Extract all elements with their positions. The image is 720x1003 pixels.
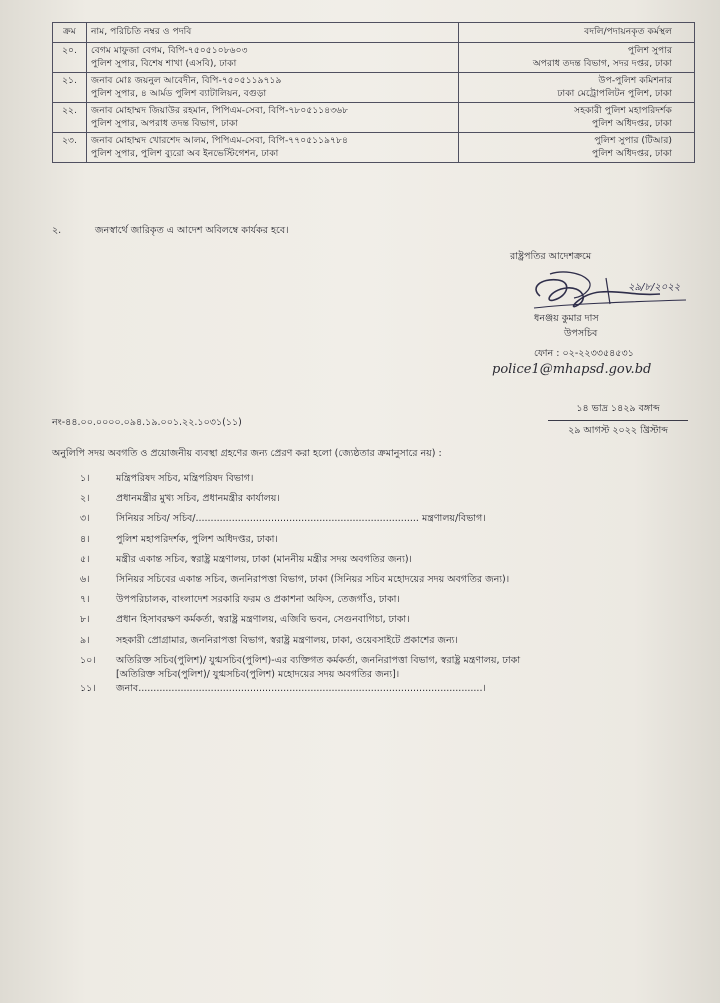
- row-name: জনাব মোহাম্মদ জিয়াউর রহমান, পিপিএম-সেবা, বিপি-৭৮০৫১১৪৩৬৮ পুলিশ সুপার, অপরাধ তদন্ত বিভাগ, ঢাকা: [87, 103, 459, 133]
- row-serial: ২৩.: [53, 133, 87, 163]
- table-row: [53, 103, 695, 133]
- list-item: ৬। সিনিয়র সচিবের একান্ত সচিব, জননিরাপত্তা বিভাগ, ঢাকা (সিনিয়র সচিব মহোদয়ের সদয় অবগতির জন্য)।: [80, 573, 510, 585]
- officer-transfer-table: [52, 22, 695, 163]
- handwritten-signature: [510, 266, 710, 314]
- list-item: ৫। মন্ত্রীর একান্ত সচিব, স্বরাষ্ট্র মন্ত্রণালয়, ঢাকা (মাননীয় মন্ত্রীর সদয় অবগতির জন্য)।: [80, 553, 412, 565]
- row-serial: ২০.: [53, 43, 87, 73]
- paragraph-2: [52, 224, 289, 239]
- table-header-row: [53, 23, 695, 43]
- table-row: [53, 73, 695, 103]
- list-item: ৩। সিনিয়র সচিব/ সচিব/.......................................................................... মন্ত্রণালয়/বিভাগ।: [80, 513, 486, 525]
- row-posting: পুলিশ সুপার অপরাধ তদন্ত বিভাগ, সদর দপ্তর, ঢাকা: [459, 43, 695, 73]
- date-gregorian: ২৯ আগস্ট ২০২২ খ্রিস্টাব্দ: [568, 425, 668, 436]
- table-row: [53, 43, 695, 73]
- row-serial: ২২.: [53, 103, 87, 133]
- list-item: ১১। জনাব..................................................................................................................।: [80, 682, 486, 694]
- signatory-name: ধনঞ্জয় কুমার দাস: [534, 313, 599, 324]
- signatory-email: police1@mhapsd.gov.bd: [492, 362, 652, 377]
- row-posting: সহকারী পুলিশ মহাপরিদর্শক পুলিশ অধিদপ্তর, ঢাকা: [459, 103, 695, 133]
- copy-intro: অনুলিপি সদয় অবগতি ও প্রয়োজনীয় ব্যবস্থা গ্রহণের জন্য প্রেরণ করা হলো (জ্যেষ্ঠতার ক্রমানুসারে নয়) :: [52, 448, 442, 459]
- table-row: [53, 133, 695, 163]
- row-serial: ২১.: [53, 73, 87, 103]
- signatory-phone: ফোন : ০২-২২৩৩৫৪৫৩১: [534, 348, 634, 359]
- list-item: ৭। উপপরিচালক, বাংলাদেশ সরকারি ফরম ও প্রকাশনা অফিস, তেজগাঁও, ঢাকা।: [80, 594, 400, 606]
- row-posting: পুলিশ সুপার (টিআর) পুলিশ অধিদপ্তর, ঢাকা: [459, 133, 695, 163]
- paragraph-number: ২.: [52, 225, 62, 236]
- paragraph-text: জনস্বার্থে জারিকৃত এ আদেশ অবিলম্বে কার্যকর হবে।: [95, 225, 289, 236]
- memo-date: [548, 402, 688, 439]
- svg-text:২৯/৮/২০২২: ২৯/৮/২০২২: [628, 282, 681, 293]
- row-name: জনাব মোহাম্মদ খোরশেদ আলম, পিপিএম-সেবা, বিপি-৭৭০৫১১৯৭৮৪ পুলিশ সুপার, পুলিশ ব্যুরো অব ইনভেস্টিগেশন, ঢাকা: [87, 133, 459, 163]
- row-name: বেগম মাফুজা বেগম, বিপি-৭৫০৫১০৮৬০৩ পুলিশ সুপার, বিশেষ শাখা (এসবি), ঢাকা: [87, 43, 459, 73]
- list-item: ৮। প্রধান হিসাবরক্ষণ কর্মকর্তা, স্বরাষ্ট্র মন্ত্রণালয়, এজিবি ভবন, সেগুনবাগিচা, ঢাকা।: [80, 614, 410, 626]
- list-item: ১। মন্ত্রিপরিষদ সচিব, মন্ত্রিপরিষদ বিভাগ।: [80, 473, 254, 484]
- list-item: ১০। অতিরিক্ত সচিব(পুলিশ)/ যুগ্মসচিব(পুলিশ)-এর ব্যক্তিগত কর্মকর্তা, জননিরাপত্তা বিভাগ, স্বরাষ্ট্র মন্ত্রণালয়, ঢাকা [অতিরিক্ত সচিব(পুলিশ)/ যুগ্মসচিব(পুলিশ) মহোদয়ের সদয় অবগতির জন্য]।: [80, 654, 521, 680]
- date-bangla: ১৪ ভাদ্র ১৪২৯ বঙ্গাব্দ: [576, 403, 660, 414]
- order-line: রাষ্ট্রপতির আদেশক্রমে: [510, 251, 592, 262]
- list-item: ৪। পুলিশ মহাপরিদর্শক, পুলিশ অধিদপ্তর, ঢাকা।: [80, 533, 278, 545]
- list-item: ২। প্রধানমন্ত্রীর মুখ্য সচিব, প্রধানমন্ত্রীর কার্যালয়।: [80, 493, 280, 505]
- col-header-serial: ক্রম: [53, 23, 87, 43]
- col-header-posting: বদলি/পদায়নকৃত কর্মস্থল: [459, 23, 695, 43]
- col-header-name: নাম, পরিচিতি নম্বর ও পদবি: [87, 23, 459, 43]
- signatory-designation: উপসচিব: [564, 328, 598, 339]
- row-posting: উপ-পুলিশ কমিশনার ঢাকা মেট্রোপলিটন পুলিশ, ঢাকা: [459, 73, 695, 103]
- memo-number: নং-৪৪.০০.০০০০.০৯৪.১৯.০০১.২২.১০৩১(১১): [52, 417, 242, 428]
- copy-recipient-list: [80, 472, 710, 702]
- row-name: জনাব মোঃ জয়নুল আবেদীন, বিপি-৭৫০৫১১৯৭১৯ পুলিশ সুপার, ৪ আর্মড পুলিশ ব্যাটালিয়ন, বগুড়া: [87, 73, 459, 103]
- list-item: ৯। সহকারী প্রোগ্রামার, জননিরাপত্তা বিভাগ, স্বরাষ্ট্র মন্ত্রণালয়, ঢাকা, ওয়েবসাইটে প্রকাশের জন্য।: [80, 634, 458, 646]
